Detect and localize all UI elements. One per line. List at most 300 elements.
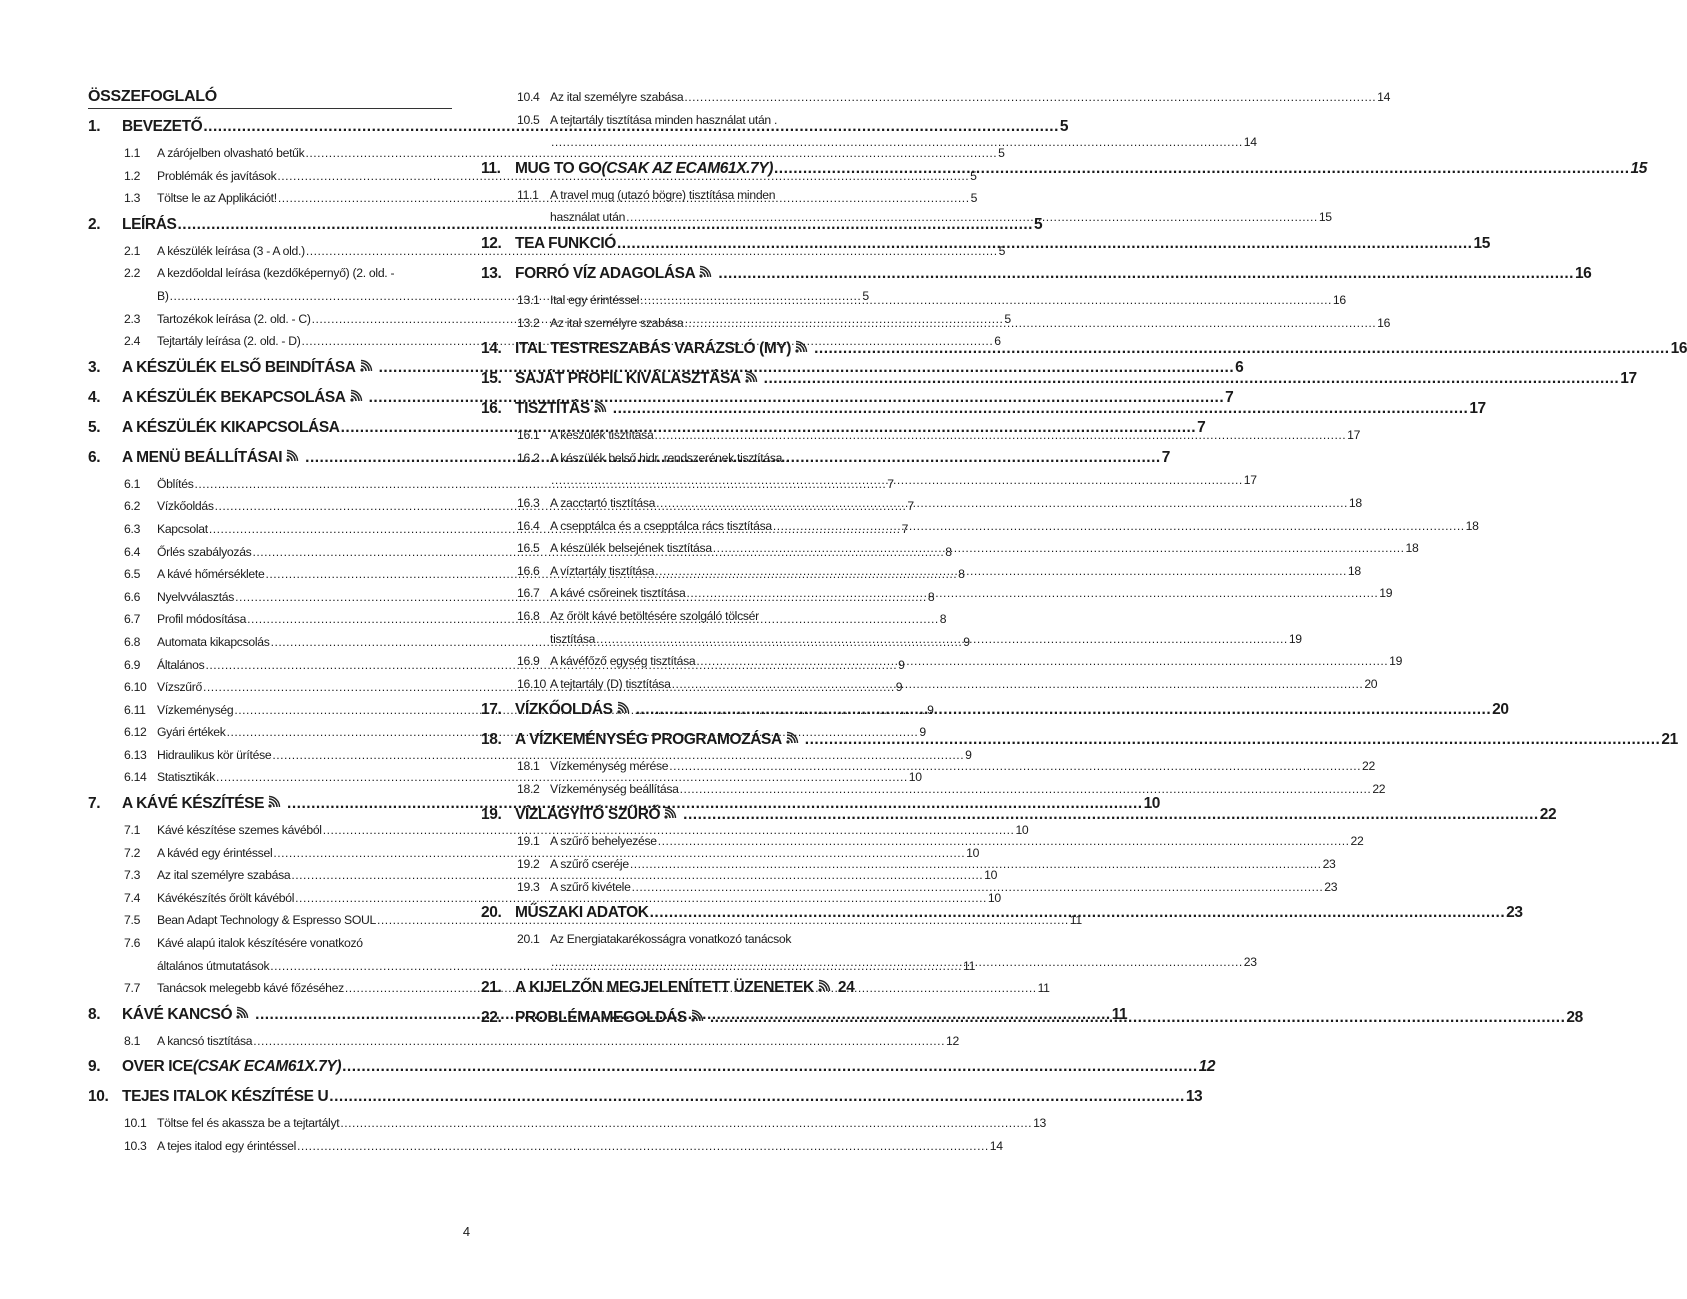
entry-number: 2.2 xyxy=(124,266,141,281)
entry-number: 14. xyxy=(481,340,502,358)
dot-leader xyxy=(613,394,1469,424)
entry-title: A kávé csőreinek tisztítása xyxy=(550,586,686,601)
entry-page: 20 xyxy=(1492,701,1509,719)
entry-title-continued: általános útmutatások xyxy=(157,958,270,973)
entry-page: 15 xyxy=(1630,159,1647,177)
entry-page: 16 xyxy=(1574,264,1592,282)
entry-page: 13 xyxy=(1185,1088,1203,1106)
entry-page: 10 xyxy=(984,868,998,883)
toc-chapter[interactable] xyxy=(481,334,1687,364)
entry-number: 10.5 xyxy=(517,112,540,127)
entry-title: Töltse fel és akassza be a tejtartályt xyxy=(157,1116,340,1131)
toc-section[interactable] xyxy=(88,932,452,955)
entry-page: 22 xyxy=(1372,781,1386,796)
entry-page: 5 xyxy=(1034,215,1043,233)
toc-section[interactable] xyxy=(481,673,1378,696)
entry-title: Az ital személyre szabása xyxy=(550,315,684,330)
entry-number: 3. xyxy=(88,358,101,376)
entry-number: 20.1 xyxy=(517,932,540,947)
entry-page: 17 xyxy=(1620,370,1637,388)
entry-title: SAJÁT PROFIL KIVÁLASZTÁSA xyxy=(515,370,741,388)
entry-page: 6 xyxy=(1235,358,1244,376)
entry-number: 4. xyxy=(88,388,101,406)
entry-number: 5. xyxy=(88,418,101,436)
entry-title: PROBLÉMAMEGOLDÁS xyxy=(515,1009,687,1027)
dot-leader xyxy=(656,492,1348,515)
toc-chapter[interactable] xyxy=(88,1082,1203,1112)
entry-page: 18 xyxy=(1347,563,1361,578)
dot-leader xyxy=(774,154,1630,184)
entry-number: 13.2 xyxy=(517,315,540,330)
dot-leader xyxy=(596,628,1288,651)
entry-number: 21. xyxy=(481,979,502,997)
dot-leader xyxy=(814,334,1670,364)
toc-chapter[interactable] xyxy=(481,725,1678,755)
dot-leader xyxy=(551,131,1243,154)
entry-page: 10 xyxy=(1143,795,1161,813)
entry-number: 7.4 xyxy=(124,890,141,905)
entry-title-continued: tisztítása xyxy=(550,631,596,646)
entry-page: 19 xyxy=(1379,586,1393,601)
entry-title: A KIJELZŐN MEGJELENÍTETT ÜZENETEK xyxy=(515,979,814,997)
entry-title: Az ital személyre szabása xyxy=(157,868,291,883)
entry-number: 10. xyxy=(88,1088,109,1106)
entry-number: 22. xyxy=(481,1009,502,1027)
toc-section[interactable] xyxy=(481,560,1361,583)
toc-section[interactable] xyxy=(481,289,1346,312)
toc-section[interactable] xyxy=(481,109,845,132)
entry-number: 6.8 xyxy=(124,634,141,649)
entry-number: 7.2 xyxy=(124,845,141,860)
entry-page: 22 xyxy=(1350,834,1364,849)
entry-number: 2.1 xyxy=(124,243,141,258)
entry-title: Problémák és javítások xyxy=(157,168,277,183)
toc-section[interactable] xyxy=(88,142,1005,165)
entry-page: 16 xyxy=(1332,292,1346,307)
toc-section[interactable] xyxy=(481,778,1386,801)
toc-section[interactable] xyxy=(88,1030,959,1053)
entry-number: 13.1 xyxy=(517,292,540,307)
entry-title: Kávékészítés őrölt kávéból xyxy=(157,890,295,905)
wifi-icon xyxy=(594,394,608,406)
entry-page: 14 xyxy=(1243,135,1257,150)
toc-chapter[interactable] xyxy=(481,973,855,1003)
entry-number: 16.10 xyxy=(517,676,546,691)
dot-leader xyxy=(696,650,1388,673)
entry-page: 8 xyxy=(945,544,952,559)
toc-chapter[interactable] xyxy=(481,259,1592,289)
entry-title: TEJES ITALOK KÉSZÍTÉSE U xyxy=(122,1088,329,1106)
entry-page: 7 xyxy=(907,499,914,514)
entry-page: 24 xyxy=(837,979,855,997)
entry-title: A kancsó tisztítása xyxy=(157,1033,253,1048)
entry-title: Öblítés xyxy=(157,476,194,491)
toc-section[interactable] xyxy=(88,262,452,285)
wifi-icon xyxy=(360,353,374,365)
entry-title: Tejtartály leírása (2. old. - D) xyxy=(157,334,301,349)
entry-number: 17. xyxy=(481,701,502,719)
toc-section[interactable] xyxy=(481,312,1391,335)
toc-section-continuation[interactable] xyxy=(481,206,1332,229)
entry-title: Az ital személyre szabása xyxy=(550,90,684,104)
entry-page: 19 xyxy=(1389,654,1403,669)
entry-title: Hidraulikus kör ürítése xyxy=(157,747,272,762)
entry-title-continued: B) xyxy=(157,288,169,303)
entry-number: 16.6 xyxy=(517,563,540,578)
entry-page: 16 xyxy=(1377,315,1391,330)
toc-chapter[interactable] xyxy=(88,1052,1216,1082)
entry-number: 6.3 xyxy=(124,521,141,536)
entry-page: 17 xyxy=(1469,400,1486,418)
entry-number: 16.7 xyxy=(517,586,540,601)
toc-chapter[interactable] xyxy=(481,695,1509,725)
toc-section[interactable] xyxy=(481,928,845,951)
entry-page: 23 xyxy=(1506,904,1523,922)
toc-section[interactable] xyxy=(481,537,1419,560)
entry-number: 9. xyxy=(88,1058,101,1076)
entry-title: A készülék belső hidr. rendszerének tisztítása . xyxy=(550,450,789,465)
entry-page: 5 xyxy=(998,146,1005,160)
entry-page: 12 xyxy=(1198,1058,1216,1076)
toc-section[interactable] xyxy=(481,184,845,207)
entry-number: 18.1 xyxy=(517,759,540,774)
entry-number: 16.5 xyxy=(517,541,540,556)
entry-number: 7.7 xyxy=(124,981,141,996)
entry-title: Az őrölt kávé betöltésére szolgáló tölcsér xyxy=(550,608,759,623)
entry-number: 6.12 xyxy=(124,725,147,740)
toc-section[interactable] xyxy=(481,447,845,470)
dot-leader xyxy=(672,673,1364,696)
entry-number: 1.1 xyxy=(124,146,141,160)
entry-number: 20. xyxy=(481,904,502,922)
entry-page: 11 xyxy=(963,958,976,973)
entry-title: Vízkeménység mérése xyxy=(550,759,669,774)
entry-number: 6.2 xyxy=(124,499,141,514)
entry-title: A kávéfőző egység tisztítása xyxy=(550,654,696,669)
toc-section[interactable] xyxy=(88,473,894,496)
entry-page: 20 xyxy=(1364,676,1378,691)
entry-title: Általános xyxy=(157,657,205,672)
entry-page: 7 xyxy=(1161,448,1170,466)
entry-title: Őrlés szabályozás xyxy=(157,544,252,559)
entry-page: 9 xyxy=(919,725,926,740)
entry-title-italic: (CSAK ECAM61X.7Y) xyxy=(192,1058,342,1076)
entry-title: FORRÓ VÍZ ADAGOLÁSA xyxy=(515,264,696,282)
entry-page: 23 xyxy=(1324,879,1338,894)
dot-leader xyxy=(710,1003,1566,1033)
entry-number: 6.13 xyxy=(124,747,147,762)
dot-leader xyxy=(773,515,1465,538)
dot-leader xyxy=(630,853,1322,876)
entry-page: 5 xyxy=(998,243,1006,258)
entry-title: A szűrő cseréje xyxy=(550,857,629,872)
entry-number: 1. xyxy=(88,118,101,135)
dot-leader xyxy=(654,424,1346,447)
entry-number: 18.2 xyxy=(517,781,540,796)
entry-title: A MENÜ BEÁLLÍTÁSAI xyxy=(122,448,283,466)
entry-title-continued: használat után xyxy=(550,210,626,225)
entry-number: 6.4 xyxy=(124,544,141,559)
toc-section[interactable] xyxy=(481,605,845,628)
entry-title: TEA FUNKCIÓ xyxy=(515,234,616,252)
entry-number: 11.1 xyxy=(517,187,539,202)
entry-number: 8.1 xyxy=(124,1033,141,1048)
wifi-icon xyxy=(286,443,300,455)
entry-number: 13. xyxy=(481,264,502,282)
dot-leader xyxy=(342,1052,1198,1082)
entry-number: 7.3 xyxy=(124,868,141,883)
entry-title: Gyári értékek xyxy=(157,725,226,740)
entry-page: 18 xyxy=(1465,518,1479,533)
entry-page: 9 xyxy=(895,680,903,695)
dot-leader xyxy=(636,695,1492,725)
entry-number: 6.1 xyxy=(124,476,141,491)
entry-page: 8 xyxy=(939,612,947,627)
toc-section-continuation[interactable] xyxy=(88,955,976,978)
toc-section[interactable] xyxy=(88,887,1001,910)
wifi-icon xyxy=(664,800,678,812)
entry-page: 9 xyxy=(965,747,972,762)
dot-leader xyxy=(764,364,1620,394)
entry-number: 19.1 xyxy=(517,834,540,849)
entry-title: Bean Adapt Technology & Espresso SOUL xyxy=(157,913,377,928)
entry-page: 10 xyxy=(987,890,1001,905)
toc-section[interactable] xyxy=(88,1112,1047,1135)
entry-title: Kávé alapú italok készítésére vonatkozó xyxy=(157,936,363,951)
entry-number: 6.9 xyxy=(124,657,141,672)
entry-title: Kávé készítése szemes kávéból xyxy=(157,823,322,838)
entry-title: A zárójelben olvasható betűk xyxy=(157,146,305,160)
entry-number: 7.5 xyxy=(124,913,141,928)
entry-number: 6.10 xyxy=(124,680,147,695)
entry-number: 7.6 xyxy=(124,936,141,951)
dot-leader xyxy=(718,259,1574,289)
entry-page: 21 xyxy=(1661,731,1678,749)
dot-leader xyxy=(687,582,1379,605)
entry-title: A travel mug (utazó bögre) tisztítása minden xyxy=(550,187,776,202)
entry-page: 8 xyxy=(927,589,935,604)
entry-page: 22 xyxy=(1362,759,1375,774)
entry-title: VÍZKŐOLDÁS xyxy=(515,701,613,719)
entry-page: 7 xyxy=(1225,388,1234,406)
entry-number: 6.5 xyxy=(124,567,141,582)
entry-title: Profil módosítása xyxy=(157,612,247,627)
entry-page: 9 xyxy=(963,634,970,649)
entry-number: 16.1 xyxy=(517,428,540,443)
entry-page: 16 xyxy=(1670,340,1687,358)
entry-page: 15 xyxy=(1318,210,1332,225)
entry-title: A tejtartály tisztítása minden használat után . xyxy=(550,112,778,127)
entry-page: 18 xyxy=(1348,495,1362,510)
wifi-icon xyxy=(236,1000,250,1012)
entry-page: 11 xyxy=(1069,913,1082,928)
toc-section[interactable] xyxy=(481,492,1362,515)
entry-title: ITAL TESTRESZABÁS VARÁZSLÓ (MY) xyxy=(515,340,792,358)
entry-title-italic: (CSAK AZ ECAM61X.7Y) xyxy=(601,159,773,177)
entry-page: 23 xyxy=(1243,954,1257,969)
entry-number: 19. xyxy=(481,806,502,824)
dot-leader xyxy=(658,830,1350,853)
entry-number: 10.3 xyxy=(124,1139,147,1153)
entry-title: A tejes italod egy érintéssel xyxy=(157,1139,296,1153)
entry-title: A KÉSZÜLÉK ELSŐ BEINDÍTÁSA xyxy=(122,358,356,376)
entry-page: 14 xyxy=(989,1139,1003,1153)
toc-section[interactable] xyxy=(481,650,1403,673)
toc-section[interactable] xyxy=(88,1135,1003,1158)
entry-title: LEÍRÁS xyxy=(122,215,177,233)
entry-page: 10 xyxy=(966,845,980,860)
dot-leader xyxy=(329,1082,1185,1112)
toc-chapter[interactable] xyxy=(481,394,1486,424)
entry-page: 12 xyxy=(945,1033,959,1048)
entry-title: A VÍZKEMÉNYSÉG PROGRAMOZÁSA xyxy=(515,731,782,749)
dot-leader xyxy=(680,778,1372,801)
entry-number: 6.11 xyxy=(124,702,146,717)
entry-title: A kezdőoldal leírása (kezdőképernyő) (2. old. - xyxy=(157,266,395,281)
dot-leader xyxy=(632,876,1324,899)
entry-title: Vízkeménység xyxy=(157,702,234,717)
entry-page: 14 xyxy=(1377,90,1391,104)
entry-number: 11. xyxy=(481,159,501,177)
entry-title: BEVEZETŐ xyxy=(122,118,203,135)
toc-section-continuation[interactable] xyxy=(481,131,1257,154)
entry-page: 5 xyxy=(970,168,977,183)
entry-number: 10.1 xyxy=(124,1116,147,1131)
dot-leader xyxy=(340,1112,1032,1135)
toc-section-continuation[interactable] xyxy=(481,469,1257,492)
dot-leader xyxy=(684,312,1376,335)
entry-title: Vízkőoldás xyxy=(157,499,214,514)
entry-number: 16.8 xyxy=(517,608,540,623)
entry-title: TISZTÍTÁS xyxy=(515,400,590,418)
dot-leader xyxy=(650,898,1506,928)
entry-title: Az Energiatakarékosságra vonatkozó tanácsok xyxy=(550,932,792,947)
dot-leader xyxy=(617,229,1473,259)
entry-number: 2. xyxy=(88,215,101,233)
entry-title: Statisztikák xyxy=(157,770,216,785)
entry-number: 16.9 xyxy=(517,654,540,669)
entry-number: 7. xyxy=(88,795,101,813)
entry-number: 12. xyxy=(481,234,502,252)
entry-number: 18. xyxy=(481,731,502,749)
toc-section[interactable] xyxy=(481,424,1361,447)
entry-number: 8. xyxy=(88,1005,101,1023)
toc-heading: ÖSSZEFOGLALÓ xyxy=(88,86,452,109)
dot-leader xyxy=(297,1135,989,1158)
entry-page: 5 xyxy=(1004,311,1011,326)
toc-section[interactable] xyxy=(481,582,1393,605)
wifi-icon xyxy=(745,364,759,376)
entry-number: 6.7 xyxy=(124,612,141,627)
toc-chapter[interactable] xyxy=(481,364,1637,394)
entry-title: A zacctartó tisztítása xyxy=(550,495,656,510)
dot-leader xyxy=(551,951,1243,974)
entry-number: 2.3 xyxy=(124,311,141,326)
wifi-icon xyxy=(691,1003,705,1015)
entry-page: 10 xyxy=(908,770,922,785)
entry-page: 13 xyxy=(1033,1116,1047,1131)
entry-page: 5 xyxy=(1059,118,1069,135)
toc-chapter[interactable] xyxy=(481,229,1490,259)
dot-leader xyxy=(669,755,1361,778)
entry-title: Tanácsok melegebb kávé főzéséhez xyxy=(157,981,344,996)
entry-page: 15 xyxy=(1473,234,1490,252)
entry-number: 6. xyxy=(88,448,101,466)
toc-section[interactable] xyxy=(481,515,1479,538)
entry-number: 7.1 xyxy=(124,823,141,838)
entry-number: 1.2 xyxy=(124,168,141,183)
entry-page: 18 xyxy=(1405,541,1419,556)
toc-chapter[interactable] xyxy=(481,154,1647,184)
entry-title: A kávéd egy érintéssel xyxy=(157,845,273,860)
dot-leader xyxy=(551,469,1243,492)
entry-title: A szűrő behelyezése xyxy=(550,834,657,849)
dot-leader xyxy=(713,537,1405,560)
entry-page: 8 xyxy=(958,567,965,582)
entry-page: 5 xyxy=(862,288,869,303)
wifi-icon xyxy=(268,789,282,801)
entry-title: OVER ICE xyxy=(122,1058,193,1076)
wifi-icon xyxy=(617,695,631,707)
entry-title: KÁVÉ KANCSÓ xyxy=(122,1005,233,1023)
dot-leader xyxy=(640,289,1332,312)
dot-leader xyxy=(684,86,1376,109)
entry-number: 19.3 xyxy=(517,879,540,894)
toc-section-continuation[interactable] xyxy=(481,628,1302,651)
dot-leader xyxy=(655,560,1347,583)
page-number: 4 xyxy=(462,1224,471,1239)
entry-number: 10.4 xyxy=(517,90,540,104)
entry-title: Vízszűrő xyxy=(157,680,203,695)
entry-title: A KÉSZÜLÉK BEKAPCSOLÁSA xyxy=(122,388,346,406)
entry-page: 7 xyxy=(901,521,909,536)
entry-number: 16. xyxy=(481,400,502,418)
toc-section[interactable] xyxy=(481,86,1391,109)
entry-number: 19.2 xyxy=(517,857,540,872)
entry-page: 23 xyxy=(1322,857,1336,872)
entry-title: MŰSZAKI ADATOK xyxy=(515,904,649,922)
entry-page: 5 xyxy=(970,191,978,206)
wifi-icon xyxy=(350,383,364,395)
dot-leader xyxy=(805,725,1661,755)
entry-title: A készülék tisztítása xyxy=(550,428,654,443)
dot-leader xyxy=(683,800,1539,830)
wifi-icon xyxy=(818,973,832,985)
entry-number: 16.2 xyxy=(517,450,540,465)
entry-title: A készülék belsejének tisztítása xyxy=(550,541,712,556)
entry-page: 11 xyxy=(1111,1005,1128,1023)
entry-page: 7 xyxy=(887,476,894,491)
entry-number: 6.14 xyxy=(124,770,147,785)
entry-title: A tejtartály (D) tisztítása xyxy=(550,676,671,691)
entry-page: 9 xyxy=(898,657,905,672)
entry-title: A készülék leírása (3 - A old.) xyxy=(157,243,305,258)
entry-title: A kávé hőmérséklete xyxy=(157,567,265,582)
entry-title: A KÁVÉ KÉSZÍTÉSE xyxy=(122,795,265,813)
entry-page: 17 xyxy=(1243,473,1257,488)
wifi-icon xyxy=(786,725,800,737)
entry-title: Töltse le az Applikációt! xyxy=(157,191,277,206)
entry-page: 11 xyxy=(1037,981,1050,996)
wifi-icon xyxy=(699,259,713,271)
entry-page: 19 xyxy=(1288,631,1302,646)
entry-number: 1.3 xyxy=(124,191,141,206)
dot-leader xyxy=(626,206,1318,229)
entry-page: 6 xyxy=(994,334,1001,349)
entry-title: A KÉSZÜLÉK KIKAPCSOLÁSA xyxy=(122,418,340,436)
entry-title: Automata kikapcsolás xyxy=(157,634,270,649)
entry-title: Kapcsolat xyxy=(157,521,208,536)
